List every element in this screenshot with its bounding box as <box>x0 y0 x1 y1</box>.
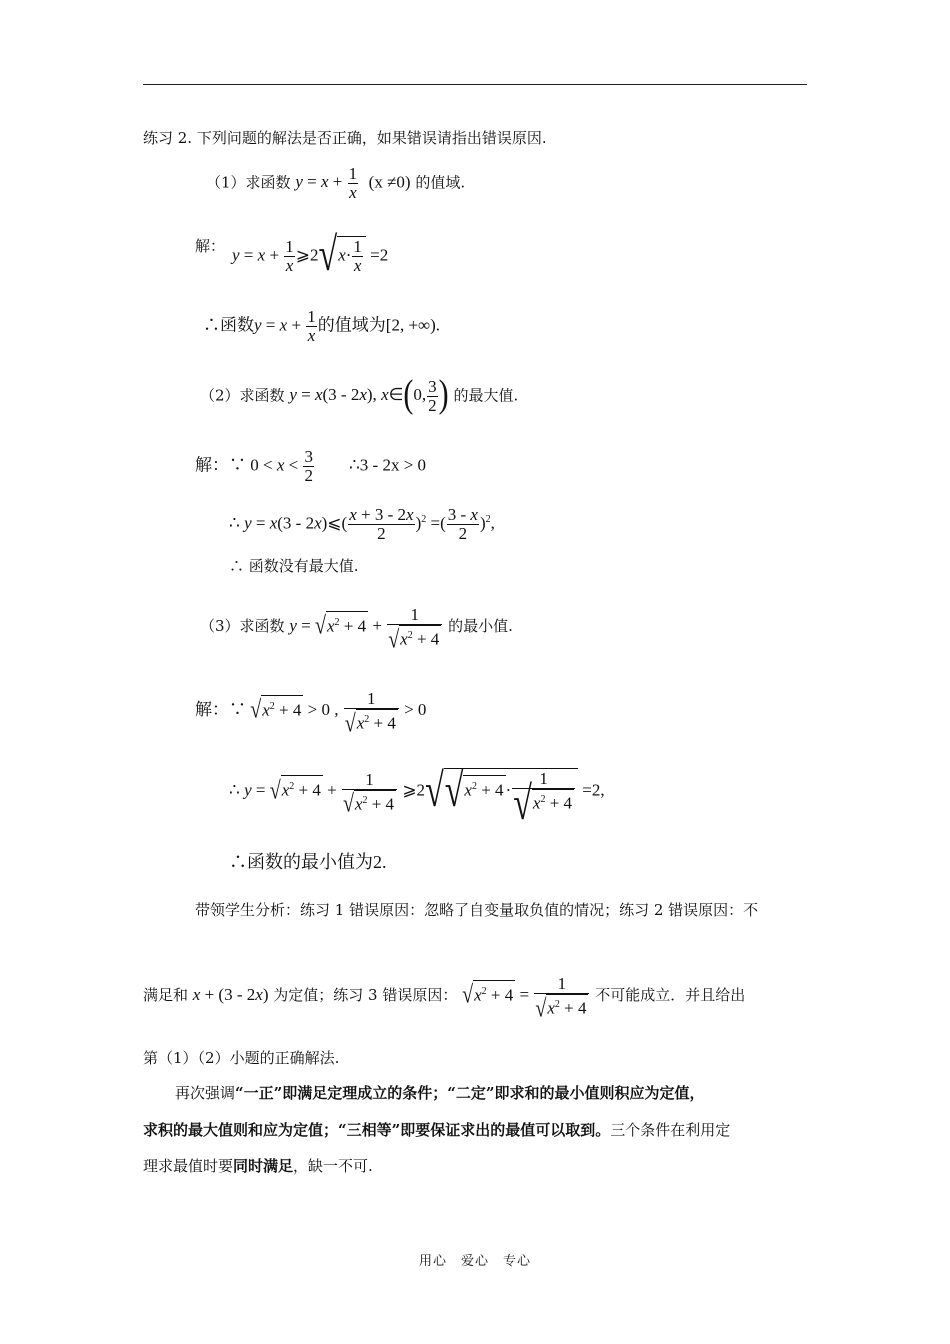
emphasis-line-3: 理求最值时要同时满足，缺一不可. <box>143 1157 373 1175</box>
emphasis-line-2: 求积的最大值则和应为定值；“三相等”即要保证求出的最值可以取到。三个条件在利用定 <box>143 1121 731 1139</box>
solution-2-conclusion: ∴ 函数没有最大值. <box>229 557 359 575</box>
problem-1-function: y = x + $\frac{1}{x}$ <box>295 164 358 202</box>
problem-2-label: （2）求函数 <box>200 386 285 405</box>
solution-2-step1: 解：∵ 0 < x < $\frac{3}{2}$ ∴3 - 2x > 0 <box>195 447 427 485</box>
problem-3-label: （3）求函数 <box>200 617 285 636</box>
problem-1-label: （1）求函数 <box>206 173 291 192</box>
header-rule <box>143 84 807 85</box>
solution-2-therefore: ∴3 - 2x > 0 <box>348 455 427 475</box>
analysis-line-3: 第（1）（2）小题的正确解法. <box>143 1049 340 1067</box>
problem-2 <box>200 373 519 417</box>
problem-3-function: $y = √x^2 + 4$ + $\frac{1}{√x^2 + 4}$ <box>289 616 443 635</box>
solution-3-conclusion: ∴函数的最小值为2. <box>229 852 387 872</box>
exercise-title: 练习 2. 下列问题的解法是否正确，如果错误请指出错误原因. <box>143 129 547 147</box>
solution-1-label: 解： <box>195 237 226 255</box>
problem-3 <box>200 605 513 654</box>
analysis-line-2: 满足和 x + (3 - 2x) 为定值；练习 3 错误原因： $√x^2 + 4$ = $\frac{1}{√x^2 + 4}$ 不可能成立．并且给出 <box>143 974 746 1023</box>
problem-1 <box>206 165 465 202</box>
emphasis-line-1: 再次强调“一正”即满足定理成立的条件；“二定”即求和的最小值则积应为定值， <box>175 1084 705 1102</box>
problem-2-suffix: 的最大值. <box>453 386 519 405</box>
page-footer: 用心 爱心 专心 <box>418 1254 531 1269</box>
solution-3-step2: ∴ $y = √x^2 + 4$ + $\frac{1}{√x^2 + 4}$ $⩾2√√x^2 + 4$ · $\frac{1}{√x^2 + 4}$ =2, <box>229 765 605 830</box>
problem-1-suffix: 的值域. <box>415 173 466 192</box>
solution-3-step1: 解：∵ $√x^2 + 4 > 0$ , $\frac{1}{√x^2 + 4}$ > 0 <box>195 689 427 738</box>
analysis-line-1: 带领学生分析：练习 1 错误原因：忽略了自变量取负值的情况；练习 2 错误原因：不 <box>195 901 759 919</box>
problem-3-suffix: 的最小值. <box>448 617 513 636</box>
problem-1-condition: (x ≠0) <box>368 172 411 192</box>
problem-2-function: y = x(3 - 2x), x∈(0, $\frac{3}{2}$ ) <box>289 373 449 417</box>
solution-1-inequality: y = x + $\frac{1}{x}$ ⩾2√x· $\frac{1}{x}$ =2 <box>232 229 389 282</box>
solution-2-step2: ∴ y = x(3 - 2x)⩽( $\frac{x + 3 - 2x}{2}$ )$^2$ =( $\frac{3 - x}{2}$ )$^2$, <box>229 505 495 543</box>
solution-1-conclusion: ∴函数y = x + $\frac{1}{x}$ 的值域为[2, +∞). <box>203 307 441 345</box>
